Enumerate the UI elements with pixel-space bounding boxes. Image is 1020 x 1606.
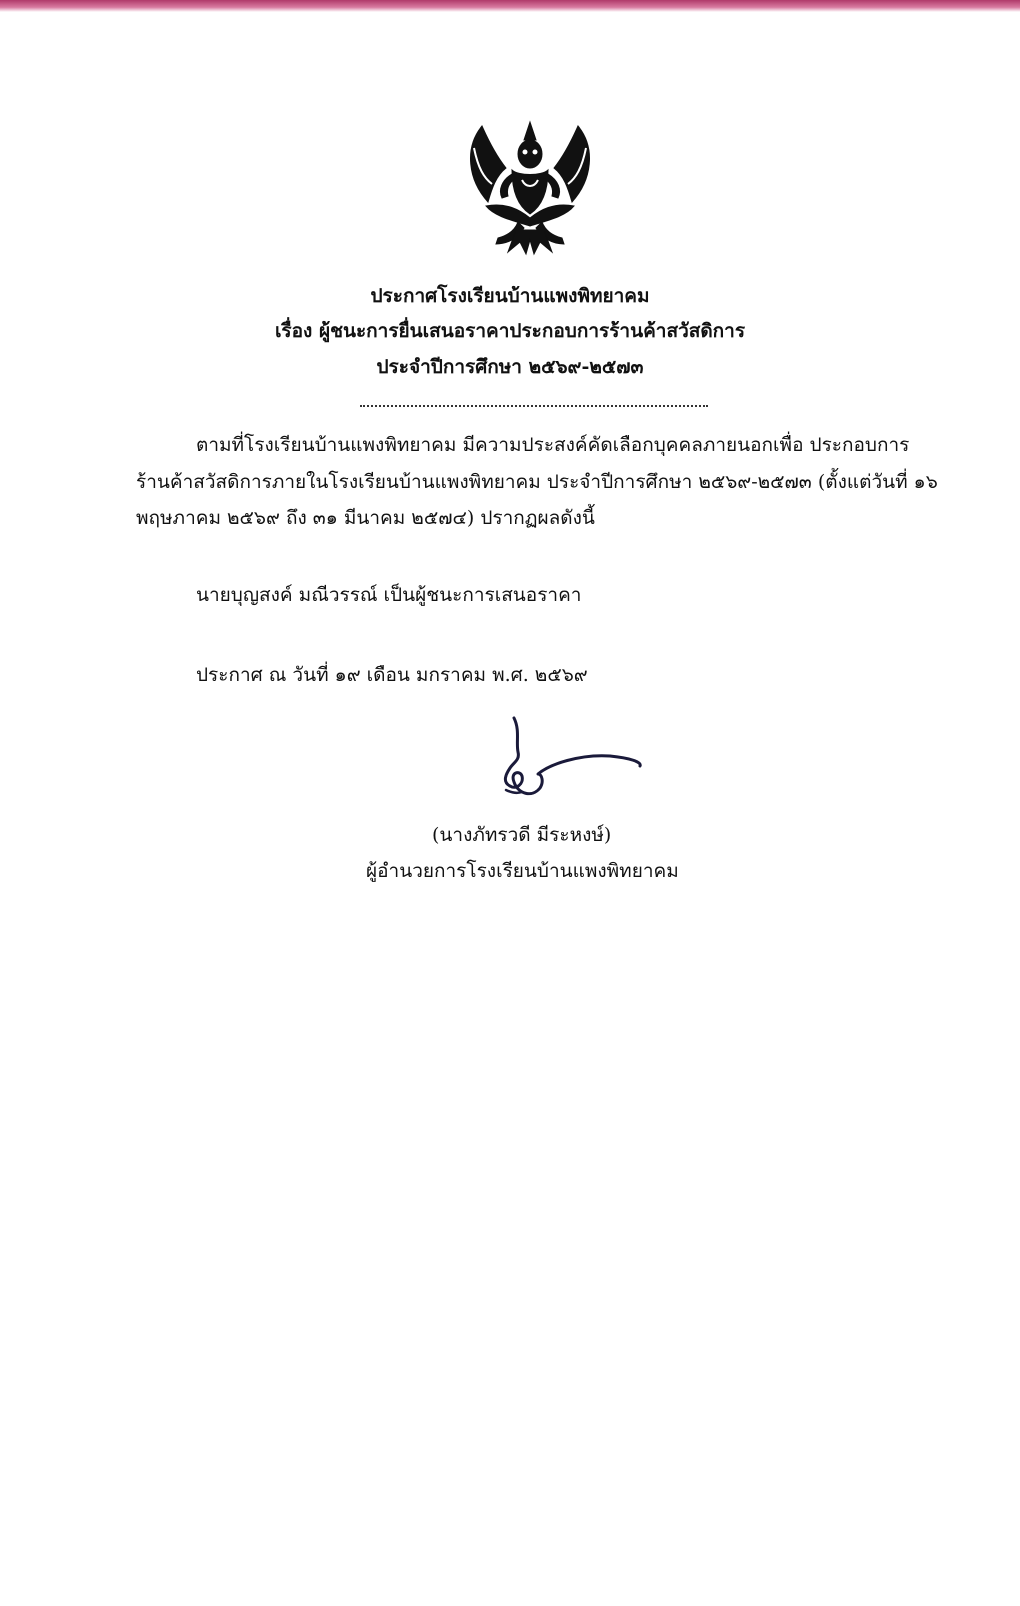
paragraph-line-1: ตามที่โรงเรียนบ้านแพงพิทยาคม มีความประสงค์คัดเลือกบุคคลภายนอกเพื่อ ประกอบการ [196,434,910,456]
paragraph-line-3: พฤษภาคม ๒๕๖๙ ถึง ๓๑ มีนาคม ๒๕๗๔) ปรากฏผลดังนี้ [136,507,595,529]
garuda-emblem-icon [462,118,598,256]
dotted-divider [360,405,708,407]
announcement-subject: เรื่อง ผู้ชนะการยื่นเสนอราคาประกอบการร้านค้าสวัสดิการ [274,320,746,342]
handwritten-signature [480,712,660,812]
announcement-title: ประกาศโรงเรียนบ้านแพงพิทยาคม [370,285,650,307]
announcement-date: ประกาศ ณ วันที่ ๑๙ เดือน มกราคม พ.ศ. ๒๕๖๙ [196,664,588,686]
winner-statement: นายบุญสงค์ มณีวรรณ์ เป็นผู้ชนะการเสนอราคา [196,584,582,606]
page-top-edge [0,0,1020,12]
announcement-year: ประจำปีการศึกษา ๒๕๖๙-๒๕๗๓ [376,356,644,378]
signatory-name: (นางภัทรวดี มีระหงษ์) [432,824,612,846]
signatory-position: ผู้อำนวยการโรงเรียนบ้านแพงพิทยาคม [366,860,679,882]
paragraph-line-2: ร้านค้าสวัสดิการภายในโรงเรียนบ้านแพงพิทยาคม ประจำปีการศึกษา ๒๕๖๙-๒๕๗๓ (ตั้งแต่วันที่ ๑๖ [136,471,938,493]
